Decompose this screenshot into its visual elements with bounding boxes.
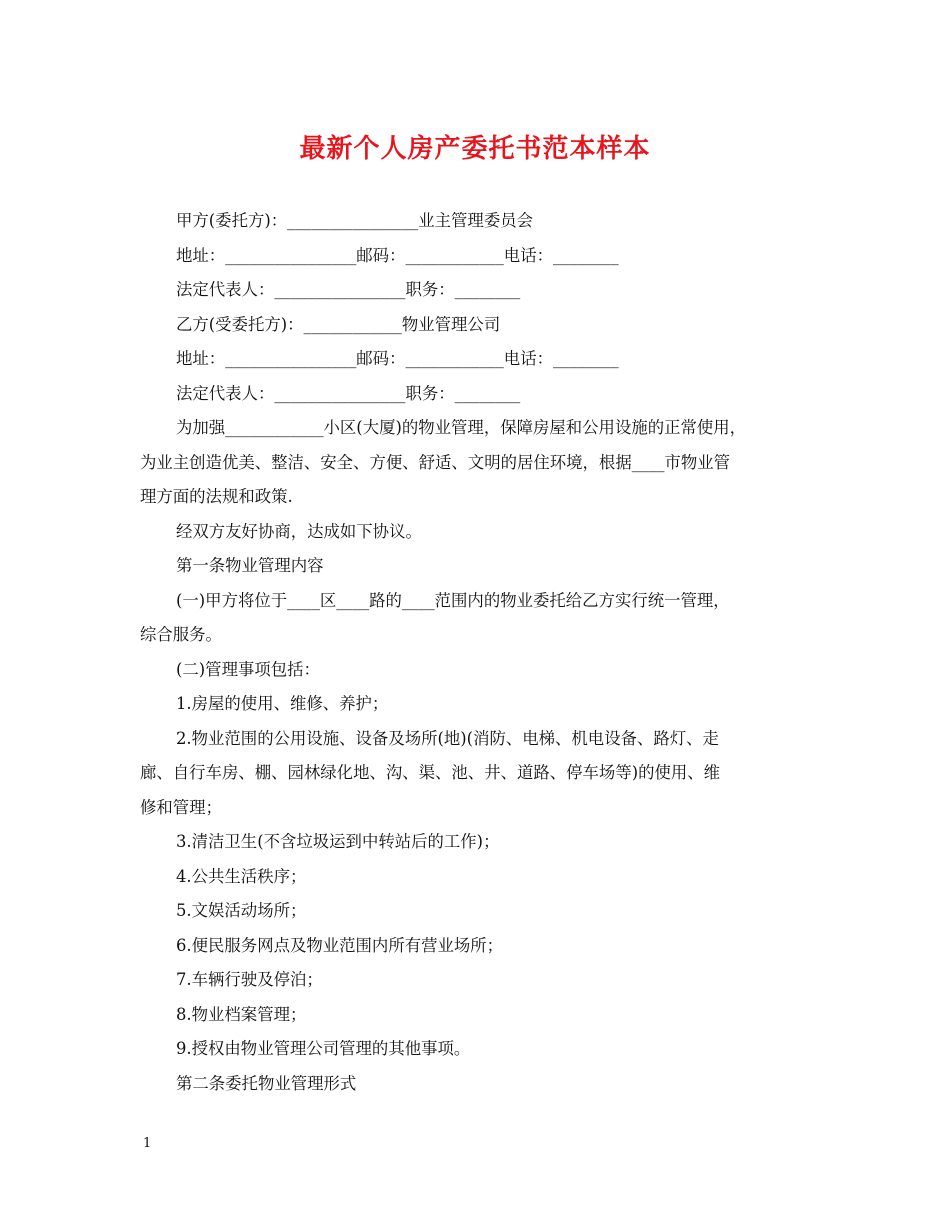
paragraph-party-a-address: 地址：________________邮码：____________电话：________ xyxy=(176,245,619,265)
page-number: 1 xyxy=(143,1136,152,1151)
list-item: 3.清洁卫生(不含垃圾运到中转站后的工作)； xyxy=(176,832,500,851)
list-item: 9.授权由物业管理公司管理的其他事项。 xyxy=(176,1039,471,1058)
list-item: 6.便民服务网点及物业范围内所有营业场所； xyxy=(176,935,504,955)
heading-article-2: 第二条委托物业管理形式 xyxy=(176,1073,357,1093)
paragraph-party-a-representative: 法定代表人：________________职务：________ xyxy=(176,280,521,299)
paragraph-clause-1-2: (二)管理事项包括： xyxy=(176,659,320,679)
paragraph-agreement: 经双方友好协商，达成如下协议。 xyxy=(176,521,422,541)
list-item: 7.车辆行驶及停泊； xyxy=(176,970,323,989)
document-title: 最新个人房产委托书范本样本 xyxy=(299,134,651,164)
list-item: 2.物业范围的公用设施、设备及场所(地)(消防、电梯、机电设备、路灯、走 廊、自行车房、棚、园林绿化地、沟、渠、池、井、道路、停车场等)的使用、维 修和管理； xyxy=(140,728,721,817)
heading-article-1: 第一条物业管理内容 xyxy=(176,556,324,575)
paragraph-party-b-address: 地址：________________邮码：____________电话：________ xyxy=(176,349,619,368)
paragraph-party-b-representative: 法定代表人：________________职务：________ xyxy=(176,383,521,403)
list-item: 1.房屋的使用、维修、养护； xyxy=(176,694,389,713)
list-item: 4.公共生活秩序； xyxy=(176,866,307,886)
paragraph-party-a: 甲方(委托方)：________________业主管理委员会 xyxy=(176,211,533,230)
list-item: 5.文娱活动场所； xyxy=(176,901,307,920)
paragraph-clause-1-1: (一)甲方将位于____区____路的____范围内的物业委托给乙方实行统一管理， 综合服务。 xyxy=(140,590,730,644)
paragraph-preamble: 为加强____________小区(大厦)的物业管理，保障房屋和公用设施的正常使用， 为业主创造优美、整洁、安全、方便、舒适、文明的居住环境，根据____市物业管 理方面的法规和政策. xyxy=(140,418,747,506)
list-item: 8.物业档案管理； xyxy=(176,1004,307,1024)
document-body xyxy=(140,204,820,1101)
paragraph-party-b: 乙方(受委托方)：____________物业管理公司 xyxy=(176,314,501,334)
